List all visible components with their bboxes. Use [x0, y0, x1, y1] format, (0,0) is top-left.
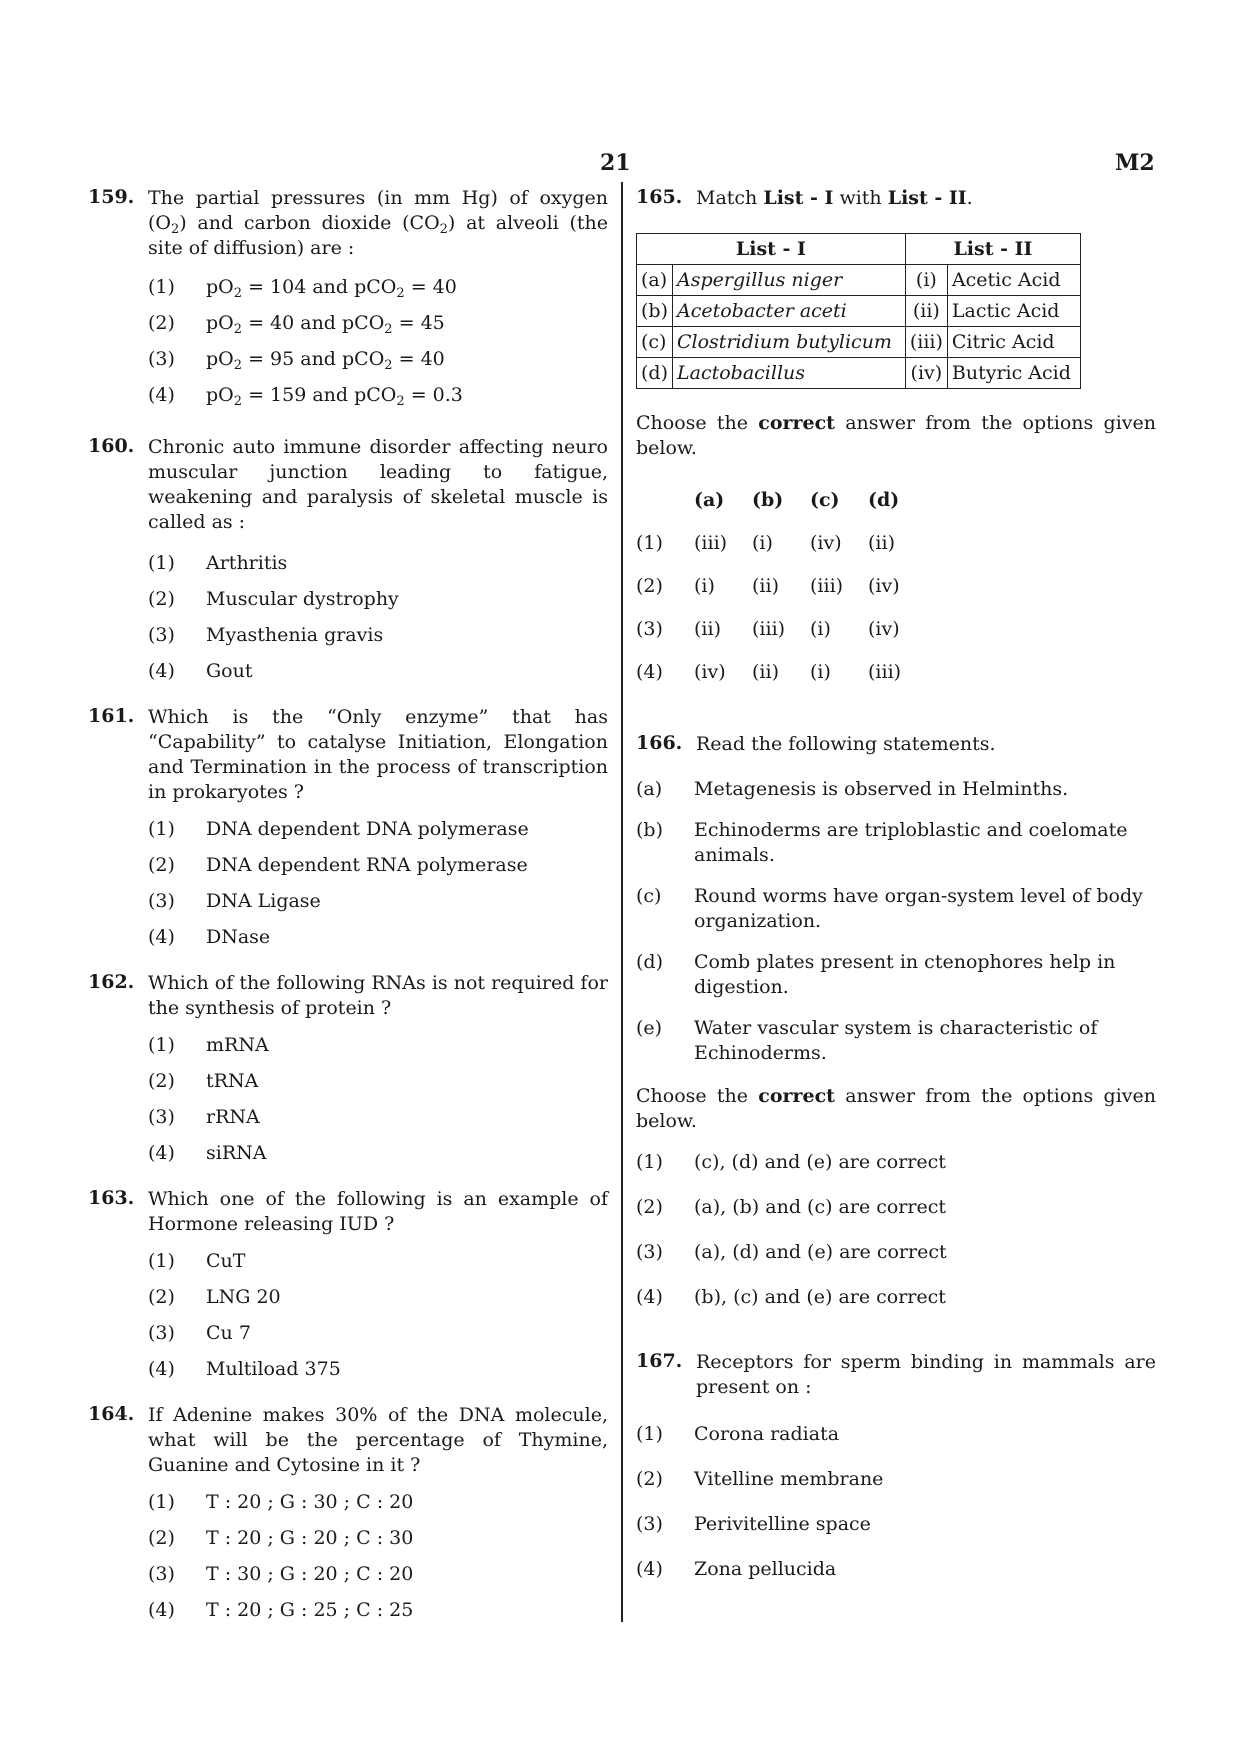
question-number: 166. [636, 732, 683, 754]
option: (2) Vitelline membrane [636, 1468, 884, 1490]
question-167 [636, 1350, 1156, 1400]
table-row: (a) Aspergillus niger (i) Acetic Acid [637, 265, 1081, 296]
question-161 [88, 705, 608, 955]
question-text: The partial pressures (in mm Hg) of oxygen $(O_2)$ and carbon dioxide $(CO_2)$ at alveoli (the site of diffusion) are : [148, 187, 608, 259]
option: (1) T : 20 ; G : 30 ; C : 20 [148, 1491, 414, 1513]
table-row: (c) Clostridium butylicum (iii) Citric Acid [637, 327, 1081, 358]
option: (1) DNA dependent DNA polymerase [148, 818, 529, 840]
option: (2) Muscular dystrophy [148, 588, 399, 610]
question-number: 160. [88, 435, 135, 457]
question-163 [88, 1187, 608, 1387]
option: (2) (a), (b) and (c) are correct [636, 1196, 946, 1218]
column-divider [621, 182, 623, 1622]
question-number: 163. [88, 1187, 135, 1209]
statement: (e) Water vascular system is characteristic of Echinoderms. [636, 1017, 1098, 1064]
option: (4) T : 20 ; G : 25 ; C : 25 [148, 1599, 414, 1621]
paper-code: M2 [1115, 150, 1155, 176]
question-164 [88, 1403, 608, 1628]
question-number: 162. [88, 971, 135, 993]
option: (1) mRNA [148, 1034, 269, 1056]
question-165 [636, 186, 1156, 211]
question-text: Which is the “Only enzyme” that has “Capability” to catalyse Initiation, Elongation and Termination in the process of transcription in prokaryotes ? [148, 706, 608, 803]
table-row: (d) Lactobacillus (iv) Butyric Acid [637, 358, 1081, 389]
option: (3) (ii) (iii) (i) (iv) [636, 618, 900, 640]
question-number: 161. [88, 705, 135, 727]
option: (2) DNA dependent RNA polymerase [148, 854, 528, 876]
choose-instruction: Choose the correct answer from the options given below. [636, 412, 1157, 459]
option: (4) (iv) (ii) (i) (iii) [636, 661, 902, 683]
question-number: 167. [636, 1350, 683, 1372]
option: (1) (iii) (i) (iv) (ii) [636, 532, 895, 554]
option: (3) Cu 7 [148, 1322, 251, 1344]
right-column [636, 186, 1156, 1592]
option: (2) $pO_2 = 40$ and pCO$_2$ = 45 [148, 312, 445, 337]
option: (2) tRNA [148, 1070, 259, 1092]
question-162 [88, 971, 608, 1171]
option: (2) LNG 20 [148, 1286, 281, 1308]
option: (1) (c), (d) and (e) are correct [636, 1151, 946, 1173]
question-number: 165. [636, 186, 683, 208]
page-number: 21 [600, 150, 631, 176]
left-column [88, 186, 608, 1628]
option: (1) Arthritis [148, 552, 288, 574]
option: (4) (b), (c) and (e) are correct [636, 1286, 946, 1308]
option: (4) $pO_2 = 159$ and pCO$_2$ = 0.3 [148, 384, 463, 409]
option: (3) T : 30 ; G : 20 ; C : 20 [148, 1563, 414, 1585]
table-row: (b) Acetobacter aceti (ii) Lactic Acid [637, 296, 1081, 327]
option: (3) Myasthenia gravis [148, 624, 384, 646]
question-166 [636, 732, 1156, 757]
question-159 [88, 186, 608, 413]
list-ii-header: List - II [905, 234, 1080, 265]
question-text: Which of the following RNAs is not required for the synthesis of protein ? [148, 972, 608, 1019]
statement: (b) Echinoderms are triploblastic and coelomate animals. [636, 819, 1128, 866]
statement: (c) Round worms have organ-system level of body organization. [636, 885, 1143, 932]
choose-instruction: Choose the correct answer from the options given below. [636, 1085, 1157, 1132]
list-i-header: List - I [637, 234, 906, 265]
option: (2) (i) (ii) (iii) (iv) [636, 575, 900, 597]
option: (4) DNase [148, 926, 271, 948]
option: (4) siRNA [148, 1142, 267, 1164]
option: (3) DNA Ligase [148, 890, 321, 912]
question-text: Which one of the following is an example of Hormone releasing IUD ? [148, 1188, 608, 1235]
option: (4) Multiload 375 [148, 1358, 341, 1380]
statement: (a) Metagenesis is observed in Helminths. [636, 778, 1069, 800]
option: (3) $pO_2 = 95$ and pCO$_2$ = 40 [148, 348, 445, 373]
question-text: Read the following statements. [696, 733, 996, 755]
question-text: If Adenine makes 30% of the DNA molecule, what will be the percentage of Thymine, Guanine and Cytosine in it ? [148, 1404, 608, 1476]
question-text: Receptors for sperm binding in mammals are present on : [696, 1351, 1156, 1398]
option: (1) CuT [148, 1250, 246, 1272]
question-number: 164. [88, 1403, 135, 1425]
question-160 [88, 435, 608, 689]
option: (3) Perivitelline space [636, 1513, 871, 1535]
match-table [636, 233, 1081, 389]
option: (2) T : 20 ; G : 20 ; C : 30 [148, 1527, 414, 1549]
option: (1) $pO_2 = 104$ and pCO$_2$ = 40 [148, 276, 457, 301]
question-number: 159. [88, 186, 135, 208]
answer-grid [636, 479, 1156, 694]
grid-header: (a) (b) (c) (d) [694, 489, 900, 511]
statement: (d) Comb plates present in ctenophores help in digestion. [636, 951, 1116, 998]
option: (4) Zona pellucida [636, 1558, 837, 1580]
question-text: Match List - I with List - II. [696, 187, 973, 209]
option: (3) rRNA [148, 1106, 260, 1128]
option: (3) (a), (d) and (e) are correct [636, 1241, 947, 1263]
option: (4) Gout [148, 660, 253, 682]
option: (1) Corona radiata [636, 1423, 840, 1445]
statements [636, 777, 1156, 1066]
question-text: Chronic auto immune disorder affecting neuro muscular junction leading to fatigue, weakening and paralysis of skeletal muscle is called as : [148, 436, 608, 533]
